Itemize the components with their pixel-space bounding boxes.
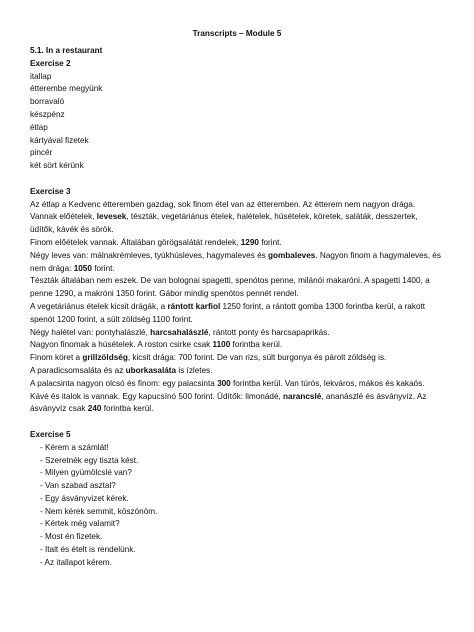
bold-answer: uborkasaláta bbox=[125, 365, 177, 375]
vocabulary-item: borravaló bbox=[30, 97, 65, 107]
dialogue-line: - Nem kérek semmit, köszönöm. bbox=[40, 506, 158, 516]
paragraph-line bbox=[30, 250, 450, 263]
paragraph-line bbox=[30, 391, 450, 404]
spacer bbox=[30, 173, 450, 186]
text-run: , tészták, vegetáriánus ételek, halételek, húsételek, köretek, saláták, desszertek, bbox=[126, 212, 418, 222]
vocabulary-item: étlap bbox=[30, 122, 48, 132]
vocabulary-item: kártyával fizetek bbox=[30, 135, 89, 145]
dialogue-line: - Kértek még valamit? bbox=[40, 519, 120, 529]
paragraph-line bbox=[30, 327, 450, 340]
paragraph-line bbox=[30, 378, 450, 391]
bold-answer: levesek bbox=[96, 212, 127, 222]
text-run: penne 1290, a makróni 1350 forint. Gábor mindig spenótos pennét rendel. bbox=[30, 289, 299, 299]
bold-answer: gombaleves bbox=[268, 250, 316, 260]
paragraph-line bbox=[30, 224, 450, 237]
text-run: is ízletes. bbox=[176, 365, 213, 375]
vocabulary-item: itallap bbox=[30, 71, 52, 81]
text-run: forint. bbox=[91, 263, 115, 273]
text-run: . Nagyon finom a hagymaleves, és bbox=[315, 250, 441, 260]
dialogue-line: - Italt és ételt is rendelünk. bbox=[40, 545, 136, 555]
document-body bbox=[30, 45, 450, 570]
vocabulary-item: két sört kérünk bbox=[30, 161, 84, 171]
text-run: A palacsinta nagyon olcsó és finom: egy palacsinta bbox=[30, 378, 218, 388]
bold-answer: 1100 bbox=[212, 340, 231, 350]
text-run: forintba kerül. bbox=[101, 404, 154, 414]
bold-answer: rántott karfiol bbox=[167, 301, 221, 311]
paragraph-line bbox=[30, 275, 450, 288]
paragraph-line bbox=[30, 339, 450, 352]
paragraph-line bbox=[30, 199, 450, 212]
dialogue-line: - Milyen gyümölcslé van? bbox=[40, 468, 132, 478]
text-run: Tészták általában nem eszek. De van bolognai spagetti, spenótos penne, milánói makaróni. A spagetti 1400, a bbox=[30, 276, 430, 286]
dialogue-line: - Van szabad asztal? bbox=[40, 481, 116, 491]
exercise-3-heading: Exercise 3 bbox=[30, 186, 71, 196]
exercise-2-list bbox=[30, 71, 450, 173]
exercise-2-heading: Exercise 2 bbox=[30, 58, 71, 68]
vocabulary-item: pincér bbox=[30, 148, 53, 158]
dialogue-line: - Az itallapot kérem. bbox=[40, 557, 112, 567]
vocabulary-item: készpénz bbox=[30, 109, 65, 119]
paragraph-line bbox=[30, 403, 450, 416]
text-run: Kávé és italok is vannak. Egy kapucsínó 500 forint. Üdítők: limonádé, bbox=[30, 391, 284, 401]
paragraph-line bbox=[30, 314, 450, 327]
dialogue-line: - Kérem a számlát! bbox=[40, 442, 109, 452]
text-run: 1250 forint, a rántott gomba 1300 forintba kerül, a rakott bbox=[220, 301, 426, 311]
text-run: Vannak előételek, bbox=[30, 212, 97, 222]
paragraph-line bbox=[30, 263, 450, 276]
paragraph-line bbox=[30, 365, 450, 378]
text-run: Finom köret a bbox=[30, 353, 83, 363]
text-run: Négy halétel van: pontyhalászlé, bbox=[30, 327, 151, 337]
text-run: A paradicsomsaláta és az bbox=[30, 365, 126, 375]
text-run: , rántott ponty és harcsapaprikás. bbox=[208, 327, 330, 337]
text-run: forint. bbox=[258, 237, 282, 247]
text-run: Finom előételek vannak. Általában görögsalátát rendelek, bbox=[30, 237, 241, 247]
dialogue-line: - Egy ásványvizet kérek. bbox=[40, 493, 129, 503]
bold-answer: 240 bbox=[87, 404, 102, 414]
text-run: üdítők, kávék és sörök. bbox=[30, 225, 114, 235]
bold-answer: grillzöldség bbox=[82, 353, 128, 363]
text-run: forintba kerül. bbox=[230, 340, 283, 350]
text-run: A vegetáriánus ételek kicsit drágák, a bbox=[30, 301, 168, 311]
bold-answer: 300 bbox=[217, 378, 231, 388]
exercise-3-text bbox=[30, 199, 450, 417]
bold-answer: 1050 bbox=[73, 263, 92, 273]
text-run: nem drága: bbox=[30, 263, 74, 273]
text-run: , kicsit drága: 700 forint. De van rizs, sült burgonya és párolt zöldség is. bbox=[127, 353, 387, 363]
exercise-5-heading: Exercise 5 bbox=[30, 429, 71, 439]
page-title: Transcripts – Module 5 bbox=[192, 29, 282, 38]
text-run: Négy leves van: málnakrémleves, tyúkhúsleves, hagymaleves és bbox=[30, 250, 269, 260]
text-run: spenót 1200 forint, a sült zöldség 1100 forint. bbox=[30, 314, 193, 324]
paragraph-line bbox=[30, 352, 450, 365]
text-run: Nagyon finomak a húsételek. A roston csirke csak bbox=[30, 340, 213, 350]
vocabulary-item: étterembe megyünk bbox=[30, 84, 103, 94]
paragraph-line bbox=[30, 237, 450, 250]
text-run: forintba kerül. Van túrós, lekváros, mákos és kakaós. bbox=[230, 378, 425, 388]
section-heading: 5.1. In a restaurant bbox=[30, 46, 103, 55]
dialogue-line: - Most én fizetek. bbox=[40, 532, 103, 542]
text-run: Az étlap a Kedvenc étteremben gazdag, sok finom étel van az étteremben. Az étterem nem nagyon drága. bbox=[30, 199, 416, 209]
bold-answer: harcsahalászlé bbox=[150, 327, 209, 337]
bold-answer: narancslé bbox=[283, 391, 322, 401]
exercise-5-dialogue bbox=[30, 442, 450, 570]
spacer bbox=[30, 416, 450, 429]
paragraph-line bbox=[30, 288, 450, 301]
bold-answer: 1290 bbox=[240, 237, 259, 247]
paragraph-line bbox=[30, 211, 450, 224]
text-run: ásványvíz csak bbox=[30, 404, 88, 414]
dialogue-line: - Szeretnék egy tiszta kést. bbox=[40, 455, 139, 465]
text-run: , ananászlé és ásványvíz. Az bbox=[321, 391, 427, 401]
paragraph-line bbox=[30, 301, 450, 314]
